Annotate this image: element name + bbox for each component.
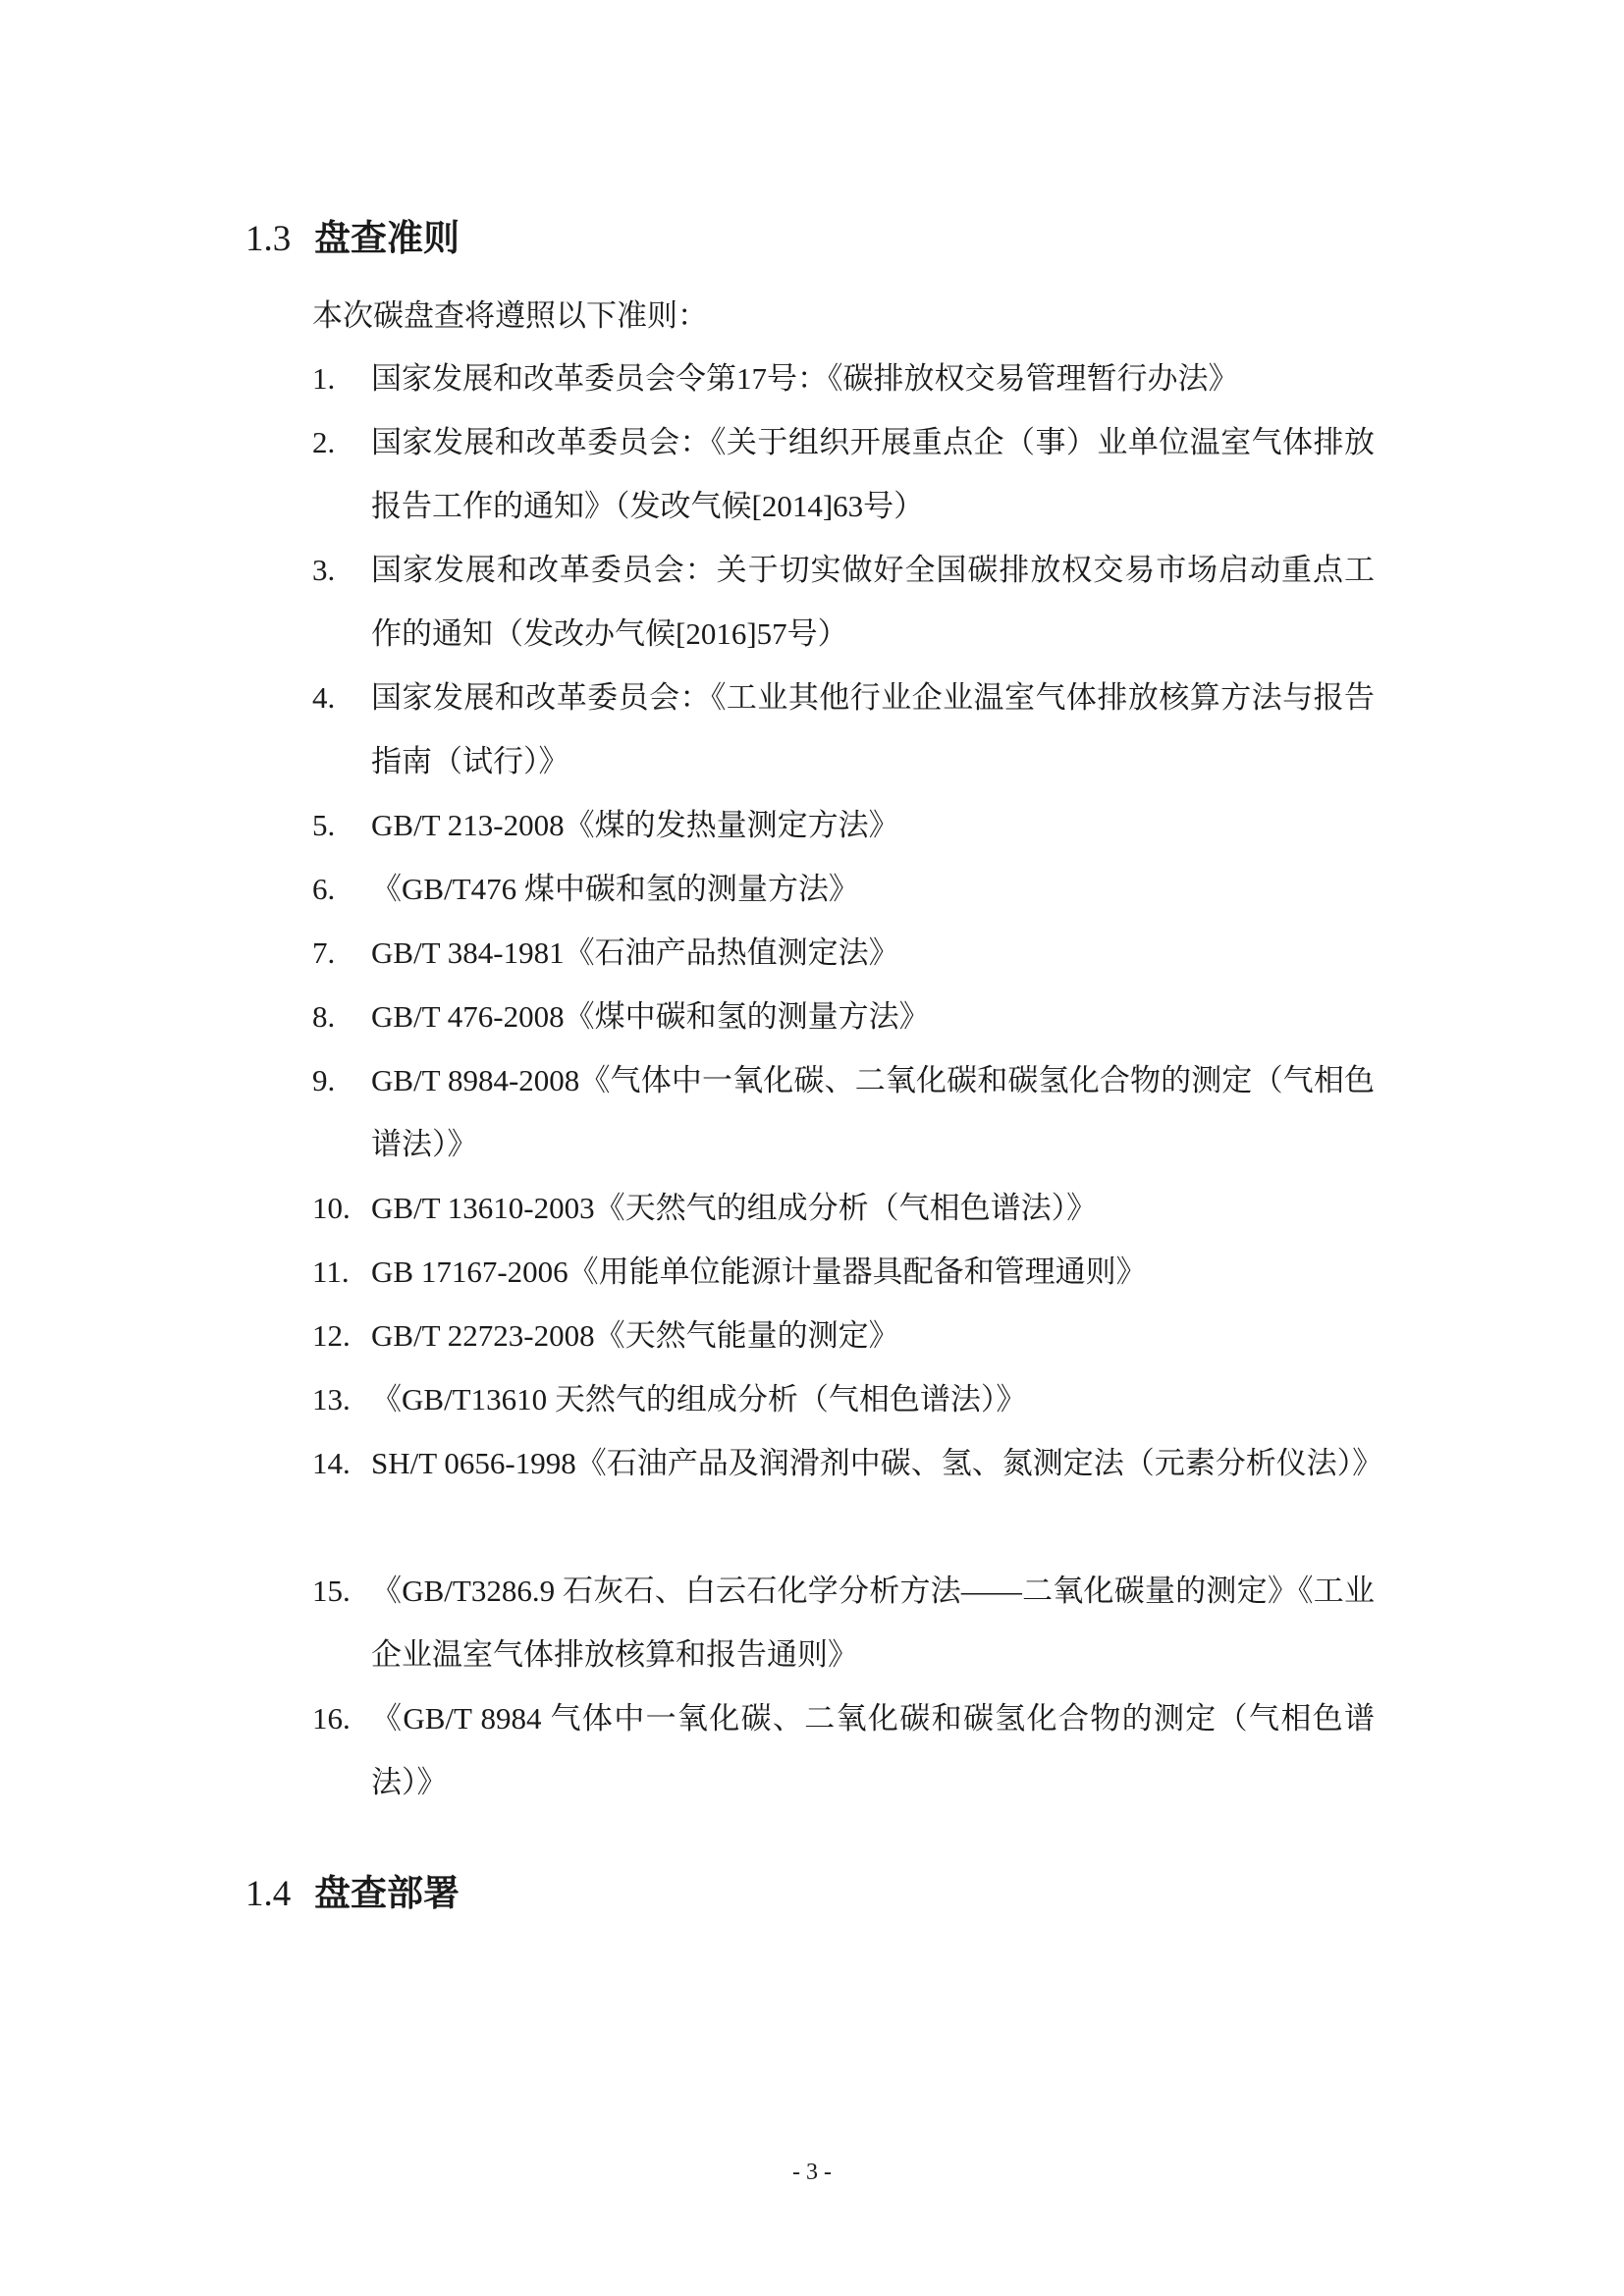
item-text: GB/T 22723-2008《天然气能量的测定》 [371,1318,899,1353]
item-text: GB/T 476-2008《煤中碳和氢的测量方法》 [371,999,930,1034]
item-text: GB/T 384-1981《石油产品热值测定法》 [371,935,899,970]
section-heading-1-4 [245,1869,460,1919]
item-text: 《GB/T476 煤中碳和氢的测量方法》 [371,872,859,906]
item-number: 16. [312,1701,351,1735]
list-item [312,1176,1375,1240]
list-item [312,1240,1375,1304]
section-number: 1.3 [245,219,292,259]
item-text: 《GB/T13610 天然气的组成分析（气相色谱法）》 [371,1382,1027,1416]
item-number: 14. [312,1446,351,1480]
item-number: 8. [312,999,336,1034]
item-number: 12. [312,1318,351,1353]
item-text: GB/T 213-2008《煤的发热量测定方法》 [371,808,899,842]
item-number: 6. [312,872,336,906]
list-item [312,1367,1375,1431]
section-title: 盘查部署 [314,1872,460,1914]
item-text: 国家发展和改革委员会令第17号：《碳排放权交易管理暂行办法》 [371,361,1239,396]
item-number: 10. [312,1191,351,1225]
list-item [312,793,1375,857]
item-text: 国家发展和改革委员会：《工业其他行业企业温室气体排放核算方法与报告指南（试行）》 [371,680,1375,778]
item-number: 5. [312,808,336,842]
item-text: GB/T 8984-2008《气体中一氧化碳、二氧化碳和碳氢化合物的测定（气相色谱法）》 [371,1063,1375,1161]
section-title: 盘查准则 [314,217,460,259]
item-number: 9. [312,1063,336,1097]
item-text: 《GB/T3286.9 石灰石、白云石化学分析方法——二氧化碳量的测定》《工业企业温室气体排放核算和报告通则》 [371,1574,1375,1672]
list-item [312,666,1375,793]
page-number: - 3 - [792,2160,832,2185]
list-item [312,347,1375,410]
list-item [312,1559,1375,1686]
item-text: GB/T 13610-2003《天然气的组成分析（气相色谱法）》 [371,1191,1098,1225]
list-item [312,538,1375,666]
item-text: SH/T 0656-1998《石油产品及润滑剂中碳、氢、氮测定法（元素分析仪法）》 [371,1446,1383,1480]
item-number: 2. [312,425,336,459]
item-number: 3. [312,553,336,587]
item-text: 国家发展和改革委员会：《关于组织开展重点企（事）业单位温室气体排放报告工作的通知》（发改气候[2014]63号） [371,425,1375,523]
item-number: 1. [312,361,336,396]
item-text: 《GB/T 8984 气体中一氧化碳、二氧化碳和碳氢化合物的测定（气相色谱 法）》 [371,1701,1375,1799]
list-item [312,1048,1375,1176]
item-text: 国家发展和改革委员会：关于切实做好全国碳排放权交易市场启动重点工作的通知（发改办气候[2016]57号） [371,553,1375,651]
item-number: 4. [312,680,336,715]
list-item [312,1304,1375,1367]
intro-text: 本次碳盘查将遵照以下准则： [312,298,708,333]
item-text: GB 17167-2006《用能单位能源计量器具配备和管理通则》 [371,1255,1147,1289]
list-item [312,857,1375,921]
section-heading-1-3 [245,214,460,264]
item-number: 7. [312,935,336,970]
list-item [312,985,1375,1048]
list-item [312,921,1375,985]
section-number: 1.4 [245,1874,292,1914]
list-item [312,1686,1375,1814]
list-item [312,1431,1383,1495]
item-number: 11. [312,1255,350,1289]
list-item [312,410,1375,538]
item-number: 15. [312,1574,351,1608]
item-number: 13. [312,1382,351,1416]
